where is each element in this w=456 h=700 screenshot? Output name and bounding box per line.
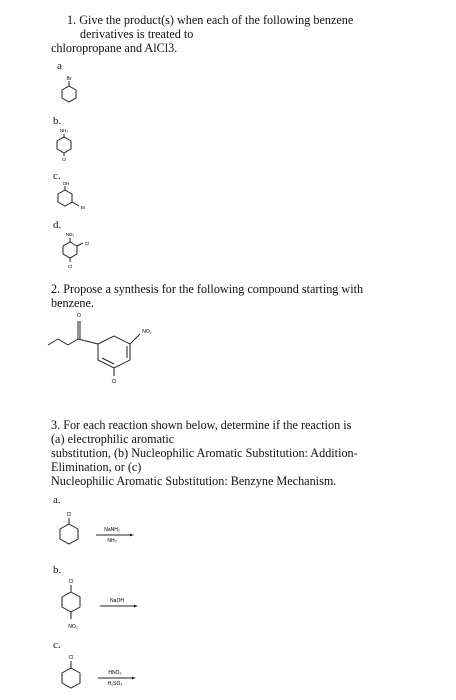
q1-d-label: d. [53, 219, 62, 231]
q1-d-sub1-text: NO₂ [65, 232, 75, 237]
q1-b-sub2-text: Cl [61, 157, 67, 162]
q2-structure [44, 308, 164, 388]
q3-b-reaction [56, 574, 156, 636]
q3-c-label: c. [53, 639, 61, 651]
q3-b-cl-text: Cl [68, 579, 74, 585]
q1-a-structure [55, 72, 85, 108]
q1-c-sub2-text: Br [80, 205, 86, 210]
q3-a-reagent-top: NaNH₂ [104, 527, 120, 533]
q3-a-cl-text: Cl [66, 512, 72, 518]
q1-a-sub1-text: Br [66, 76, 72, 82]
q3-c-reagent-top: HNO₃ [108, 670, 122, 676]
q2-line1: 2. Propose a synthesis for the following compound starting with [51, 282, 364, 296]
q1-c-structure [52, 178, 92, 214]
q1-a-label: a [57, 60, 62, 72]
q1-line2: derivatives is treated to [80, 27, 194, 41]
q3-c-reaction [56, 650, 156, 696]
q1-b-label: b. [53, 115, 62, 127]
q1-b-structure [52, 126, 80, 166]
q3-c-cl-text: Cl [68, 655, 74, 661]
q1-c-label: c. [53, 170, 61, 182]
q1-c-sub1-text: OH [62, 181, 70, 186]
q2-no2-text: NO₂ [142, 329, 152, 335]
q3-c-reagent-bottom: H₂SO₄ [107, 681, 123, 687]
q1-line1: 1. Give the product(s) when each of the following benzene [67, 13, 354, 27]
q3-line4: Elimination, or (c) [51, 460, 142, 474]
q3-a-label: a. [53, 494, 61, 506]
q2-cl-text: Cl [111, 379, 117, 385]
q1-line3: chloropropane and AlCl3. [51, 41, 178, 55]
q1-d-sub3-text: Cl [67, 264, 73, 269]
q2-line2: benzene. [51, 296, 94, 310]
q3-b-reagent-top: NaOH [110, 598, 124, 604]
q3-line3: substitution, (b) Nucleophilic Aromatic Substitution: Addition- [51, 446, 358, 460]
q3-a-reaction [56, 508, 156, 552]
q3-line1: 3. For each reaction shown below, determine if the reaction is [51, 418, 352, 432]
q3-b-no2-text: NO₂ [68, 624, 78, 630]
q3-line2: (a) electrophilic aromatic [51, 432, 175, 446]
q1-b-sub1-text: NH₂ [59, 128, 69, 133]
q3-a-reagent-bottom: NH₃ [107, 538, 117, 544]
q3-b-label: b. [53, 564, 62, 576]
q3-line5: Nucleophilic Aromatic Substitution: Benzyne Mechanism. [51, 474, 337, 488]
q2-o-text: O [77, 313, 81, 319]
q1-d-sub2-text: Cl [84, 241, 90, 246]
q1-d-structure [56, 228, 100, 276]
